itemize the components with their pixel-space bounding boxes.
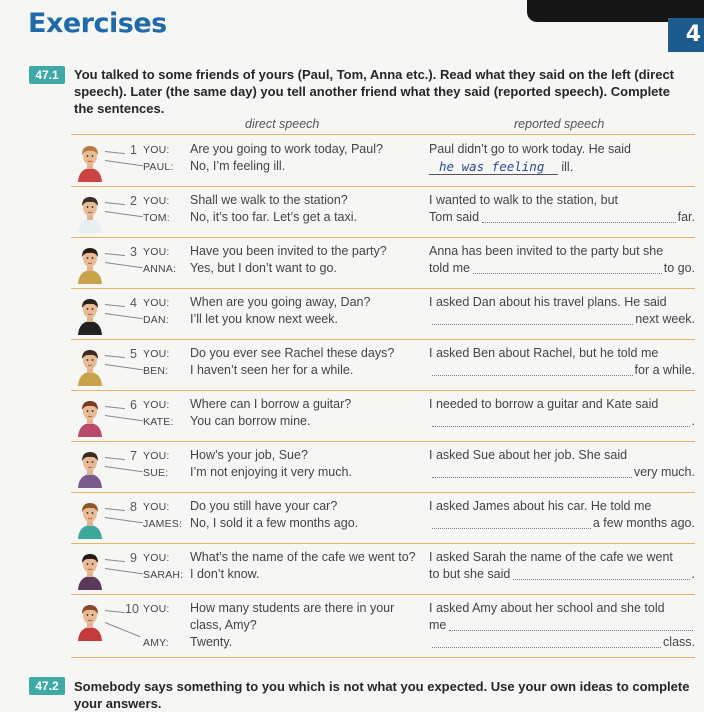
reported-blank-line bbox=[429, 413, 695, 430]
direct-speech-line: Have you been invited to the party? bbox=[190, 244, 387, 258]
reported-start-text: to but she said bbox=[429, 567, 511, 581]
item-number: 10 bbox=[125, 602, 139, 616]
speaker-label: DAN: bbox=[143, 314, 169, 326]
item-number: 5 bbox=[130, 347, 137, 361]
speaker-label: AMY: bbox=[143, 637, 169, 649]
speaker-label: SUE: bbox=[143, 467, 169, 479]
reported-answer-line bbox=[429, 158, 695, 176]
reported-end-text: class. bbox=[663, 635, 695, 649]
speech-line bbox=[105, 622, 141, 637]
direct-speech-line: Where can I borrow a guitar? bbox=[190, 397, 352, 411]
answer-blank[interactable] bbox=[432, 528, 591, 529]
speaker-label: ANNA: bbox=[143, 263, 177, 275]
direct-speech-line: I’m not enjoying it very much. bbox=[190, 465, 352, 479]
reported-end-text: ill. bbox=[561, 160, 574, 174]
speaker-label: YOU: bbox=[143, 603, 170, 615]
direct-speech-line: No, I’m feeling ill. bbox=[190, 159, 286, 173]
avatar-kate-icon bbox=[75, 397, 105, 437]
speaker-label: BEN: bbox=[143, 365, 169, 377]
item-number: 1 bbox=[130, 143, 137, 157]
reported-speech-line: I wanted to walk to the station, but bbox=[429, 193, 619, 207]
reported-end-text: a few months ago. bbox=[592, 516, 695, 530]
speech-line bbox=[105, 253, 125, 256]
reported-blank-line bbox=[429, 566, 695, 583]
speech-line bbox=[105, 211, 143, 217]
row-divider bbox=[71, 657, 695, 658]
exercise-item bbox=[71, 135, 695, 186]
avatar-james-icon bbox=[75, 499, 105, 539]
speaker-label: KATE: bbox=[143, 416, 174, 428]
direct-speech-line: No, I sold it a few months ago. bbox=[190, 516, 359, 530]
avatar-amy-icon bbox=[75, 601, 105, 641]
speech-line bbox=[105, 262, 143, 268]
reported-speech-line: I asked Ben about Rachel, but he told me bbox=[429, 346, 659, 360]
speaker-label: YOU: bbox=[143, 297, 170, 309]
reported-speech-line: I asked Amy about her school and she told bbox=[429, 601, 665, 615]
answer-blank[interactable] bbox=[432, 647, 661, 648]
page-title: Exercises bbox=[28, 8, 167, 39]
speech-line bbox=[105, 610, 125, 613]
instructions-line-3: the sentences. bbox=[74, 101, 165, 116]
speech-line bbox=[105, 406, 125, 409]
item-number: 9 bbox=[130, 551, 137, 565]
reported-speech-line: I asked Sue about her job. She said bbox=[429, 448, 628, 462]
speech-line bbox=[105, 355, 125, 358]
speaker-label: YOU: bbox=[143, 246, 170, 258]
exercise-item bbox=[71, 339, 695, 390]
item-number: 8 bbox=[130, 500, 137, 514]
item-number: 2 bbox=[130, 194, 137, 208]
instructions-line-2: speech). Later (the same day) you tell another friend what they said (reported speech). Complete bbox=[74, 84, 670, 99]
reported-blank-line bbox=[429, 362, 695, 379]
column-header-direct: direct speech bbox=[245, 117, 320, 131]
direct-speech-line: I don’t know. bbox=[190, 567, 260, 581]
handwritten-answer[interactable]: he was feeling bbox=[429, 159, 558, 175]
direct-speech-line: How many students are there in your bbox=[190, 601, 395, 615]
reported-blank-line bbox=[429, 311, 695, 328]
answer-blank[interactable] bbox=[482, 222, 676, 223]
avatar-ben-icon bbox=[75, 346, 105, 386]
exercise-item bbox=[71, 492, 695, 543]
speaker-label: YOU: bbox=[143, 501, 170, 513]
reported-speech-line: I needed to borrow a guitar and Kate said bbox=[429, 397, 659, 411]
reported-speech-line: I asked Sarah the name of the cafe we went bbox=[429, 550, 673, 564]
exercise-item bbox=[71, 441, 695, 492]
column-header-reported: reported speech bbox=[514, 117, 605, 131]
direct-speech-line: Shall we walk to the station? bbox=[190, 193, 348, 207]
speaker-label: YOU: bbox=[143, 144, 170, 156]
avatar-dan-icon bbox=[75, 295, 105, 335]
speaker-label: TOM: bbox=[143, 212, 170, 224]
reported-speech-line: I asked James about his car. He told me bbox=[429, 499, 652, 513]
reported-start-text: Tom said bbox=[429, 210, 480, 224]
reported-end-text: very much. bbox=[633, 465, 695, 479]
exercise-item bbox=[71, 288, 695, 339]
speaker-label: YOU: bbox=[143, 552, 170, 564]
speech-line bbox=[105, 160, 143, 166]
reported-blank-line bbox=[429, 464, 695, 481]
direct-speech-line: You can borrow mine. bbox=[190, 414, 311, 428]
reported-speech-line: Paul didn’t go to work today. He said bbox=[429, 142, 631, 156]
speech-line bbox=[105, 517, 143, 523]
direct-speech-line: How’s your job, Sue? bbox=[190, 448, 308, 462]
speech-line bbox=[105, 364, 143, 370]
direct-speech-line: When are you going away, Dan? bbox=[190, 295, 371, 309]
direct-speech-line: I’ll let you know next week. bbox=[190, 312, 338, 326]
item-number: 3 bbox=[130, 245, 137, 259]
avatar-paul-icon bbox=[75, 142, 105, 182]
reported-end-text: . bbox=[691, 567, 695, 581]
speech-line bbox=[105, 415, 143, 421]
item-number: 7 bbox=[130, 449, 137, 463]
answer-blank[interactable] bbox=[432, 324, 633, 325]
direct-speech-line: Yes, but I don’t want to go. bbox=[190, 261, 337, 275]
unit-number-tab: 4 bbox=[668, 18, 704, 52]
avatar-anna-icon bbox=[75, 244, 105, 284]
reported-end-text: next week. bbox=[635, 312, 695, 326]
answer-blank[interactable] bbox=[432, 375, 633, 376]
reported-end-text: . bbox=[691, 414, 695, 428]
direct-speech-line: class, Amy? bbox=[190, 618, 257, 632]
direct-speech-line: What’s the name of the cafe we went to? bbox=[190, 550, 416, 564]
reported-end-text: far. bbox=[677, 210, 695, 224]
reported-speech-line: I asked Dan about his travel plans. He said bbox=[429, 295, 667, 309]
speech-line bbox=[105, 457, 125, 460]
reported-blank-line bbox=[429, 634, 695, 651]
exercise-number-badge-2: 47.2 bbox=[29, 677, 65, 695]
instructions-ex2-cut: your answers. bbox=[74, 696, 162, 711]
answer-blank[interactable] bbox=[432, 426, 690, 427]
speech-line bbox=[105, 568, 143, 574]
reported-blank-line bbox=[429, 617, 695, 634]
direct-speech-line: Do you ever see Rachel these days? bbox=[190, 346, 395, 360]
direct-speech-line: Do you still have your car? bbox=[190, 499, 338, 513]
exercise-item bbox=[71, 543, 695, 594]
speaker-label: YOU: bbox=[143, 195, 170, 207]
reported-start-text: told me bbox=[429, 261, 470, 275]
speaker-label: PAUL: bbox=[143, 161, 174, 173]
exercise-number-badge: 47.1 bbox=[29, 66, 65, 84]
avatar-sarah-icon bbox=[75, 550, 105, 590]
answer-blank[interactable] bbox=[449, 630, 693, 631]
reported-blank-line bbox=[429, 515, 695, 532]
direct-speech-line: I haven’t seen her for a while. bbox=[190, 363, 354, 377]
answer-blank[interactable] bbox=[432, 477, 632, 478]
reported-start-text: me bbox=[429, 618, 447, 632]
speech-line bbox=[105, 313, 143, 319]
speech-line bbox=[105, 508, 125, 511]
instructions-ex2: Somebody says something to you which is not what you expected. Use your own ideas to complete bbox=[74, 679, 690, 694]
reported-end-text: to go. bbox=[663, 261, 695, 275]
speaker-label: YOU: bbox=[143, 348, 170, 360]
speaker-label: YOU: bbox=[143, 399, 170, 411]
speech-line bbox=[105, 151, 125, 154]
reported-blank-line bbox=[429, 260, 695, 277]
reported-speech-line: Anna has been invited to the party but she bbox=[429, 244, 664, 258]
reported-blank-line bbox=[429, 209, 695, 226]
reported-end-text: for a while. bbox=[634, 363, 695, 377]
answer-blank[interactable] bbox=[473, 273, 662, 274]
speaker-label: SARAH: bbox=[143, 569, 184, 581]
exercise-item bbox=[71, 390, 695, 441]
speech-line bbox=[105, 559, 125, 562]
speaker-label: YOU: bbox=[143, 450, 170, 462]
speech-line bbox=[105, 202, 125, 205]
exercise-item bbox=[71, 594, 695, 649]
direct-speech-line: Twenty. bbox=[190, 635, 233, 649]
direct-speech-line: Are you going to work today, Paul? bbox=[190, 142, 383, 156]
instructions-line-1: You talked to some friends of yours (Paul, Tom, Anna etc.). Read what they said on the left (direct bbox=[74, 67, 675, 82]
avatar-tom-icon bbox=[75, 193, 105, 233]
speaker-label: JAMES: bbox=[143, 518, 183, 530]
speech-line bbox=[105, 304, 125, 307]
exercise-item bbox=[71, 186, 695, 237]
item-number: 6 bbox=[130, 398, 137, 412]
direct-speech-line: No, it’s too far. Let’s get a taxi. bbox=[190, 210, 357, 224]
speech-line bbox=[105, 466, 143, 472]
avatar-sue-icon bbox=[75, 448, 105, 488]
answer-blank[interactable] bbox=[513, 579, 689, 580]
exercise-item bbox=[71, 237, 695, 288]
item-number: 4 bbox=[130, 296, 137, 310]
